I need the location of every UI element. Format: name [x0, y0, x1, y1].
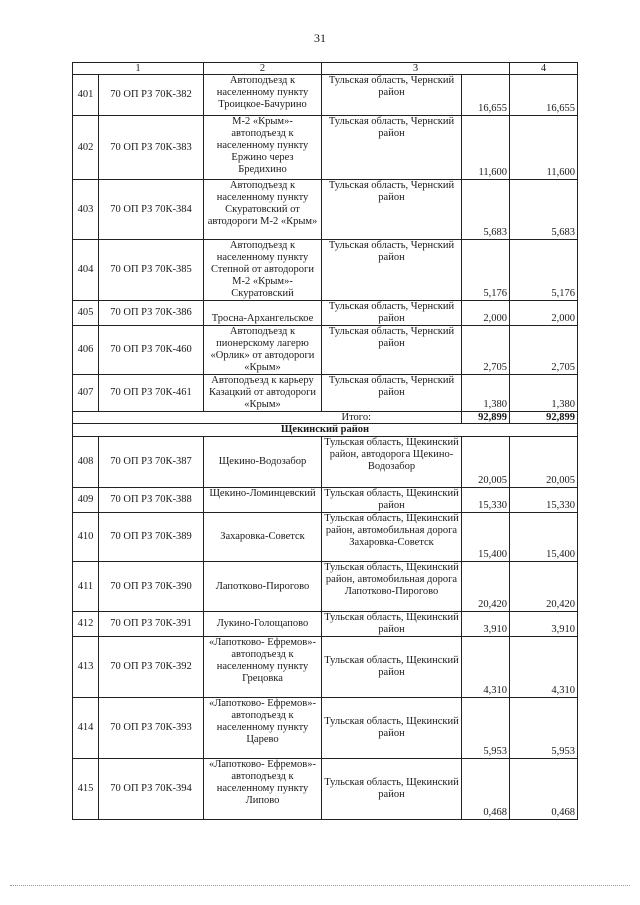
row-number: 411 — [73, 562, 99, 612]
table-row — [73, 612, 578, 637]
road-location: Тульская область, Щекинский район — [322, 637, 462, 698]
row-number: 401 — [73, 75, 99, 116]
road-length: 2,000 — [462, 301, 510, 326]
road-id: 70 ОП РЗ 70К-460 — [99, 326, 204, 375]
table-row — [73, 759, 578, 820]
table-row — [73, 326, 578, 375]
row-number: 410 — [73, 513, 99, 562]
road-length: 20,420 — [462, 562, 510, 612]
total-length-sum: 92,899 — [510, 412, 578, 424]
column-header-4: 4 — [510, 63, 578, 75]
road-id: 70 ОП РЗ 70К-394 — [99, 759, 204, 820]
road-location: Тульская область, Чернский район — [322, 375, 462, 412]
road-length: 0,468 — [462, 759, 510, 820]
road-name: Лапотково-Пирогово — [204, 562, 322, 612]
road-id: 70 ОП РЗ 70К-383 — [99, 116, 204, 180]
row-number: 403 — [73, 180, 99, 240]
road-id: 70 ОП РЗ 70К-391 — [99, 612, 204, 637]
table-row — [73, 180, 578, 240]
road-length: 11,600 — [462, 116, 510, 180]
road-name: Автоподъезд к населенному пункту Скуратовский от автодороги М-2 «Крым» — [204, 180, 322, 240]
road-length-total: 20,005 — [510, 437, 578, 488]
road-length: 15,400 — [462, 513, 510, 562]
table-row — [73, 562, 578, 612]
road-length: 1,380 — [462, 375, 510, 412]
road-location: Тульская область, Щекинский район — [322, 612, 462, 637]
road-location: Тульская область, Щекинский район, автомобильная дорога Лапотково-Пирогово — [322, 562, 462, 612]
column-number-header-row — [73, 63, 578, 75]
road-length: 16,655 — [462, 75, 510, 116]
road-name: Тросна-Архангельское — [204, 301, 322, 326]
total-length: 92,899 — [462, 412, 510, 424]
road-length-total: 5,176 — [510, 240, 578, 301]
road-length-total: 15,400 — [510, 513, 578, 562]
road-id: 70 ОП РЗ 70К-388 — [99, 488, 204, 513]
roads-table — [72, 62, 578, 820]
road-id: 70 ОП РЗ 70К-461 — [99, 375, 204, 412]
table-row — [73, 375, 578, 412]
road-location: Тульская область, Чернский район — [322, 326, 462, 375]
road-id: 70 ОП РЗ 70К-392 — [99, 637, 204, 698]
table-row — [73, 301, 578, 326]
road-location: Тульская область, Щекинский район — [322, 488, 462, 513]
road-length: 4,310 — [462, 637, 510, 698]
table-row — [73, 240, 578, 301]
row-number: 408 — [73, 437, 99, 488]
table-row — [73, 75, 578, 116]
road-name: «Лапотково- Ефремов»- автоподъезд к населенному пункту Царево — [204, 698, 322, 759]
road-name: Автоподъезд к населенному пункту Троицкое-Бачурино — [204, 75, 322, 116]
road-length-total: 11,600 — [510, 116, 578, 180]
road-name: Автоподъезд к карьеру Казацкий от автодороги «Крым» — [204, 375, 322, 412]
row-number: 407 — [73, 375, 99, 412]
road-id: 70 ОП РЗ 70К-386 — [99, 301, 204, 326]
road-location: Тульская область, Чернский район — [322, 301, 462, 326]
row-number: 406 — [73, 326, 99, 375]
section-title: Щекинский район — [73, 424, 578, 437]
road-length-total: 5,953 — [510, 698, 578, 759]
road-length: 15,330 — [462, 488, 510, 513]
row-number: 409 — [73, 488, 99, 513]
road-length: 20,005 — [462, 437, 510, 488]
road-length-total: 20,420 — [510, 562, 578, 612]
row-number: 414 — [73, 698, 99, 759]
row-number: 404 — [73, 240, 99, 301]
scan-edge-artifact — [10, 885, 630, 886]
table-row — [73, 437, 578, 488]
table-row — [73, 488, 578, 513]
road-location: Тульская область, Чернский район — [322, 180, 462, 240]
road-length: 2,705 — [462, 326, 510, 375]
road-length: 5,683 — [462, 180, 510, 240]
road-length-total: 15,330 — [510, 488, 578, 513]
road-name: «Лапотково- Ефремов»- автоподъезд к населенному пункту Липово — [204, 759, 322, 820]
road-id: 70 ОП РЗ 70К-389 — [99, 513, 204, 562]
road-length: 3,910 — [462, 612, 510, 637]
section-header-row — [73, 424, 578, 437]
row-number: 413 — [73, 637, 99, 698]
road-length-total: 16,655 — [510, 75, 578, 116]
road-length-total: 4,310 — [510, 637, 578, 698]
road-name: М-2 «Крым»- автоподъезд к населенному пункту Ержино через Бредихино — [204, 116, 322, 180]
road-location: Тульская область, Щекинский район, автодорога Щекино-Водозабор — [322, 437, 462, 488]
column-header-3: 3 — [322, 63, 510, 75]
table-row — [73, 637, 578, 698]
road-id: 70 ОП РЗ 70К-382 — [99, 75, 204, 116]
road-id: 70 ОП РЗ 70К-387 — [99, 437, 204, 488]
road-name: Лукино-Голощапово — [204, 612, 322, 637]
row-number: 412 — [73, 612, 99, 637]
road-name: Автоподъезд к населенному пункту Степной от автодороги М-2 «Крым»-Скуратовский — [204, 240, 322, 301]
road-id: 70 ОП РЗ 70К-393 — [99, 698, 204, 759]
row-number: 402 — [73, 116, 99, 180]
table-row — [73, 116, 578, 180]
total-row — [73, 412, 578, 424]
road-location: Тульская область, Чернский район — [322, 75, 462, 116]
road-id: 70 ОП РЗ 70К-390 — [99, 562, 204, 612]
total-label: Итого: — [73, 412, 462, 424]
road-id: 70 ОП РЗ 70К-384 — [99, 180, 204, 240]
road-name: Щекино-Водозабор — [204, 437, 322, 488]
road-length-total: 2,000 — [510, 301, 578, 326]
road-location: Тульская область, Чернский район — [322, 240, 462, 301]
road-name: Щекино-Ломинцевский — [204, 488, 322, 513]
road-length-total: 1,380 — [510, 375, 578, 412]
road-length: 5,953 — [462, 698, 510, 759]
road-length-total: 2,705 — [510, 326, 578, 375]
road-length: 5,176 — [462, 240, 510, 301]
road-id: 70 ОП РЗ 70К-385 — [99, 240, 204, 301]
road-location: Тульская область, Щекинский район, автомобильная дорога Захаровка-Советск — [322, 513, 462, 562]
column-header-1: 1 — [73, 63, 204, 75]
table-row — [73, 513, 578, 562]
road-name: «Лапотково- Ефремов»- автоподъезд к населенному пункту Грецовка — [204, 637, 322, 698]
row-number: 415 — [73, 759, 99, 820]
page-number: 31 — [314, 31, 326, 45]
road-location: Тульская область, Чернский район — [322, 116, 462, 180]
table-row — [73, 698, 578, 759]
road-location: Тульская область, Щекинский район — [322, 698, 462, 759]
road-location: Тульская область, Щекинский район — [322, 759, 462, 820]
road-name: Захаровка-Советск — [204, 513, 322, 562]
road-name: Автоподъезд к пионерскому лагерю «Орлик» от автодороги «Крым» — [204, 326, 322, 375]
road-length-total: 3,910 — [510, 612, 578, 637]
column-header-2: 2 — [204, 63, 322, 75]
road-length-total: 0,468 — [510, 759, 578, 820]
row-number: 405 — [73, 301, 99, 326]
road-length-total: 5,683 — [510, 180, 578, 240]
